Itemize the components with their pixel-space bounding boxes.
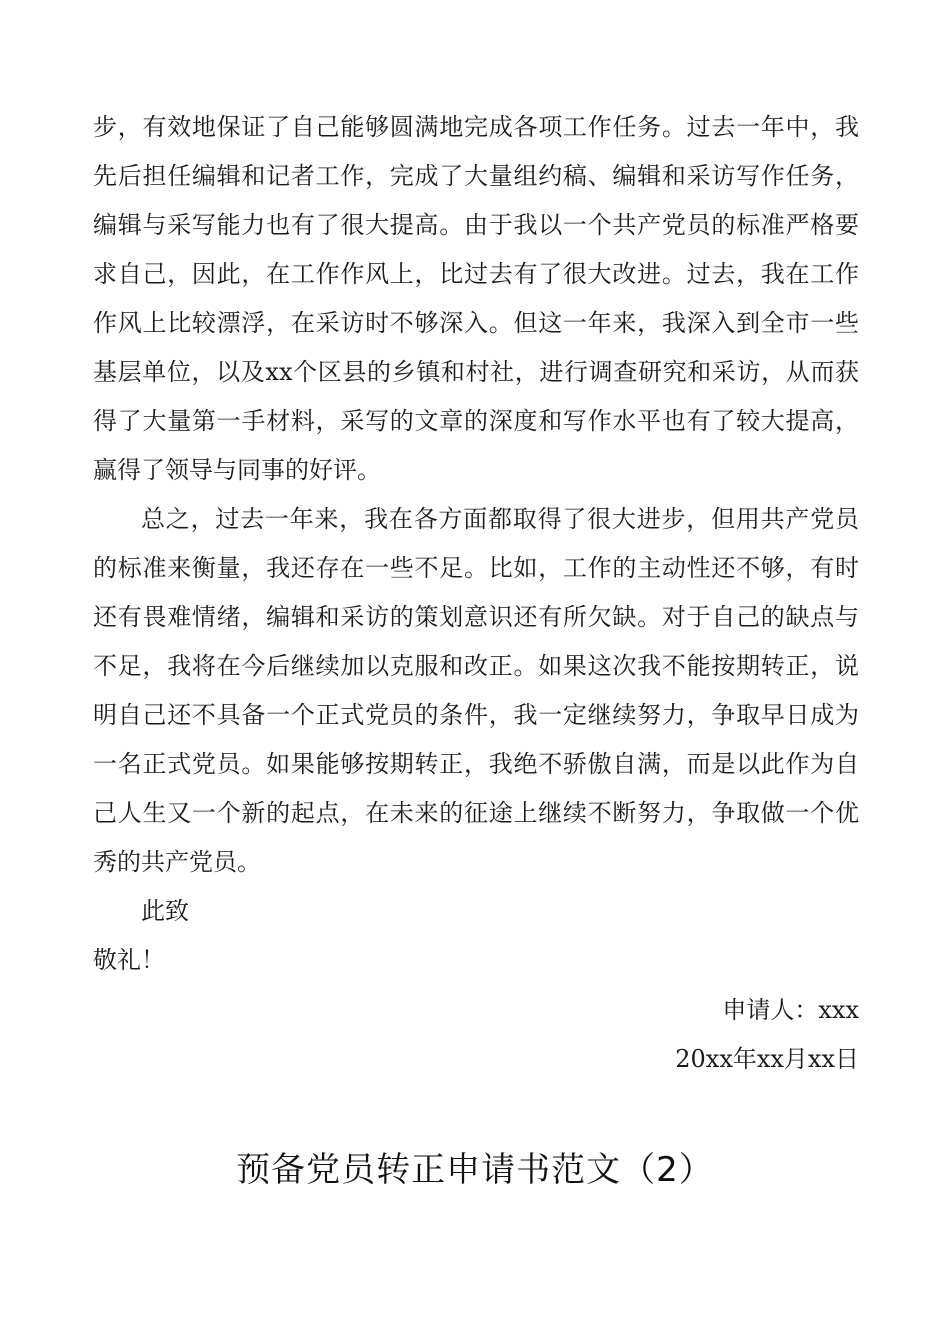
closing-respects: 敬礼！ [93, 946, 165, 974]
closing-salutation: 此致 [141, 897, 189, 925]
letter-body [93, 103, 859, 1084]
applicant-signature: 申请人：xxx [722, 996, 859, 1024]
signature-date: 20xx年xx月xx日 [675, 1045, 859, 1073]
paragraph-continuation: 步，有效地保证了自己能够圆满地完成各项工作任务。过去一年中，我先后担任编辑和记者工作，完成了大量组约稿、编辑和采访写作任务，编辑与采写能力也有了很大提高。由于我以一个共产党员的标准严格要求自己，因此，在工作作风上，比过去有了很大改进。过去，我在工作作风上比较漂浮，在采访时不够深入。但这一年来，我深入到全市一些基层单位，以及xx个区县的乡镇和村社，进行调查研究和采访，从而获得了大量第一手材料，采写的文章的深度和写作水平也有了较大提高，赢得了领导与同事的好评。 [93, 113, 859, 484]
next-section-title: 预备党员转正申请书范文（2） [236, 1150, 714, 1190]
paragraph-summary: 总之，过去一年来，我在各方面都取得了很大进步，但用共产党员的标准来衡量，我还存在一些不足。比如，工作的主动性还不够，有时还有畏难情绪，编辑和采访的策划意识还有所欠缺。对于自己的缺点与不足，我将在今后继续加以克服和改正。如果这次我不能按期转正，说明自己还不具备一个正式党员的条件，我一定继续努力，争取早日成为一名正式党员。如果能够按期转正，我绝不骄傲自满，而是以此作为自己人生又一个新的起点，在未来的征途上继续不断努力，争取做一个优秀的共产党员。 [93, 505, 859, 876]
